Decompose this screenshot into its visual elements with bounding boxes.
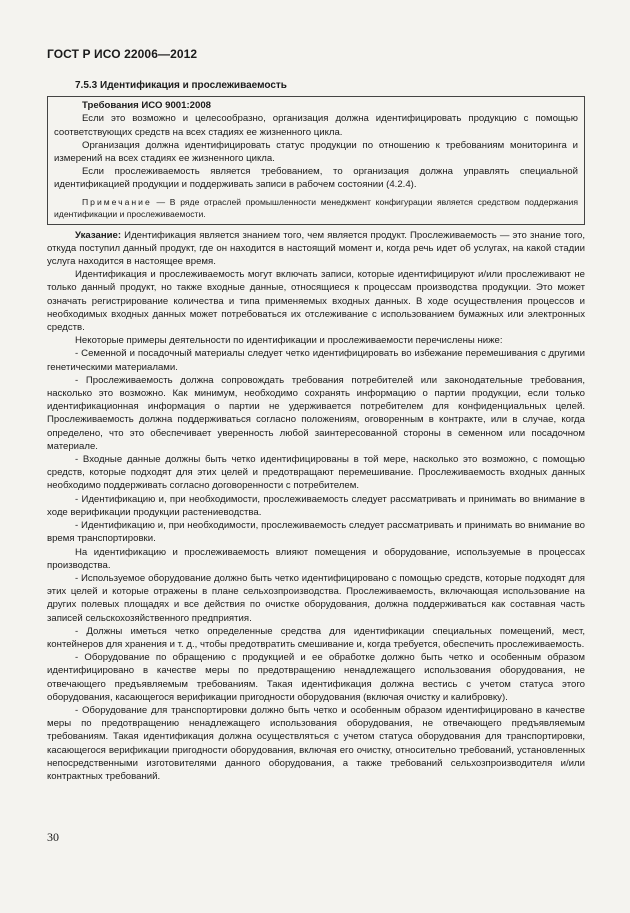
requirements-paragraph: Организация должна идентифицировать статус продукции по отношению к требованиям мониторинга и измерений на всех стадиях ее жизненного цикла.: [54, 139, 578, 165]
body-paragraph: Идентификация и прослеживаемость могут включать записи, которые идентифицируют и/или прослеживают не только данный продукт, но также входные данные, относящиеся к процессам производства продукции. Это может означать регистрирование количества и типа применяемых входных данных. В ходе осуществления процессов и необходимых входных данных может потребоваться их отслеживание с использованием бумажных или электронных средств.: [47, 269, 585, 334]
requirements-title: Требования ИСО 9001:2008: [82, 100, 212, 112]
list-item: - Оборудование для транспортировки должно быть четко и особенным образом идентифицировано в качестве меры по предотвращению ненадлежащего использования оборудования, не отвечающего предъявляемым требованиям. Такая идентификация должна осуществляться с учетом статуса оборудования для транспортировки, касающегося верификации пригодности оборудования, включая его очистку, относительно требований, установленных непосредственными изготовителями данного оборудования, а также требований сельхозпроизводителя и/или контрактных требований.: [47, 704, 585, 782]
note-text: — В ряде отраслей промышленности менеджмент конфигурации является средством поддержания идентификации и прослеживаемости.: [54, 196, 579, 219]
requirements-note: [54, 196, 578, 220]
guidance-text: Идентификация является знанием того, чем является продукт. Прослеживаемость — это знание того, откуда поступил данный продукт, где он находится в настоящий момент и, когда речь идет об услугах, на какой стадии услуга находится в настоящее время.: [47, 229, 585, 268]
guidance-paragraph: [47, 229, 585, 269]
requirements-paragraph: Если прослеживаемость является требованием, то организация должна управлять специальной идентификацией продукции и поддерживать записи в рабочем состоянии (4.2.4).: [54, 166, 578, 191]
requirements-box: [47, 96, 585, 224]
note-label: Примечание: [82, 196, 152, 207]
list-item: - Идентификацию и, при необходимости, прослеживаемость следует рассматривать и принимать во внимание в ходе верификации продукции растениеводства.: [47, 493, 585, 518]
page-content: [47, 79, 585, 783]
section-title: 7.5.3 Идентификация и прослеживаемость: [75, 80, 287, 91]
list-item: - Семенной и посадочный материалы следует четко идентифицировать во избежание перемешивания с другими генетическими материалами.: [47, 348, 585, 373]
list-item: - Должны иметься четко определенные средства для идентификации специальных помещений, мест, контейнеров для хранения и т. д., чтобы предотвратить смешивание и, когда требуется, обеспечить прослеживаемость.: [47, 625, 585, 650]
list-item: - Входные данные должны быть четко идентифицированы в той мере, насколько это возможно, с помощью средств, которые подходят для этих целей и предотвращают перемешивание. Прослеживаемость входных данных необходимо поддерживать согласно договоренности с потребителем.: [47, 454, 585, 492]
list-item: - Используемое оборудование должно быть четко идентифицировано с помощью средств, которые подходят для этих целей и которые отражены в плане сельхозпроизводства. Прослеживаемость, включающая использование на других полевых площадях и все действия по очистке оборудования, должна поддерживаться как составная часть записей сельскохозяйственного предприятия.: [47, 572, 585, 624]
body-paragraph: На идентификацию и прослеживаемость влияют помещения и оборудование, используемые в процессах производства.: [47, 546, 585, 571]
document-header: ГОСТ Р ИСО 22006—2012: [47, 47, 198, 61]
list-item: - Оборудование по обращению с продукцией и ее обработке должно быть четко и особенным образом идентифицировано в качестве меры по предотвращению ненадлежащего использования оборудования, не отвечающего предъявляемым требованиям. Такая идентификация должна вестись с учетом статуса этого оборудования, касающегося верификации пригодности оборудования (включая очистку и калибровку).: [47, 652, 585, 703]
list-item: - Идентификацию и, при необходимости, прослеживаемость следует рассматривать и принимать во внимание во время транспортировки.: [47, 520, 585, 545]
list-item: - Прослеживаемость должна сопровождать требования потребителей или законодательные требования, насколько это возможно. Как минимум, необходимо сохранять информацию о партии продукции, если только идентификационная информация о партии не удерживается потребителем для конфиденциальных целей. Прослеживаемость должна поддерживаться согласно положениям, оговоренным в контракте, или в случае, когда определено, что это обеспечивает уверенность любой заинтересованной стороны в семенном или посадочном материале.: [47, 374, 585, 452]
requirements-paragraph: Если это возможно и целесообразно, организация должна идентифицировать продукцию с помощью соответствующих средств на всех стадиях ее жизненного цикла.: [54, 113, 578, 138]
guidance-label: Указание:: [75, 229, 122, 241]
body-paragraph: Некоторые примеры деятельности по идентификации и прослеживаемости перечислены ниже:: [75, 335, 503, 347]
page-number: 30: [47, 830, 59, 844]
